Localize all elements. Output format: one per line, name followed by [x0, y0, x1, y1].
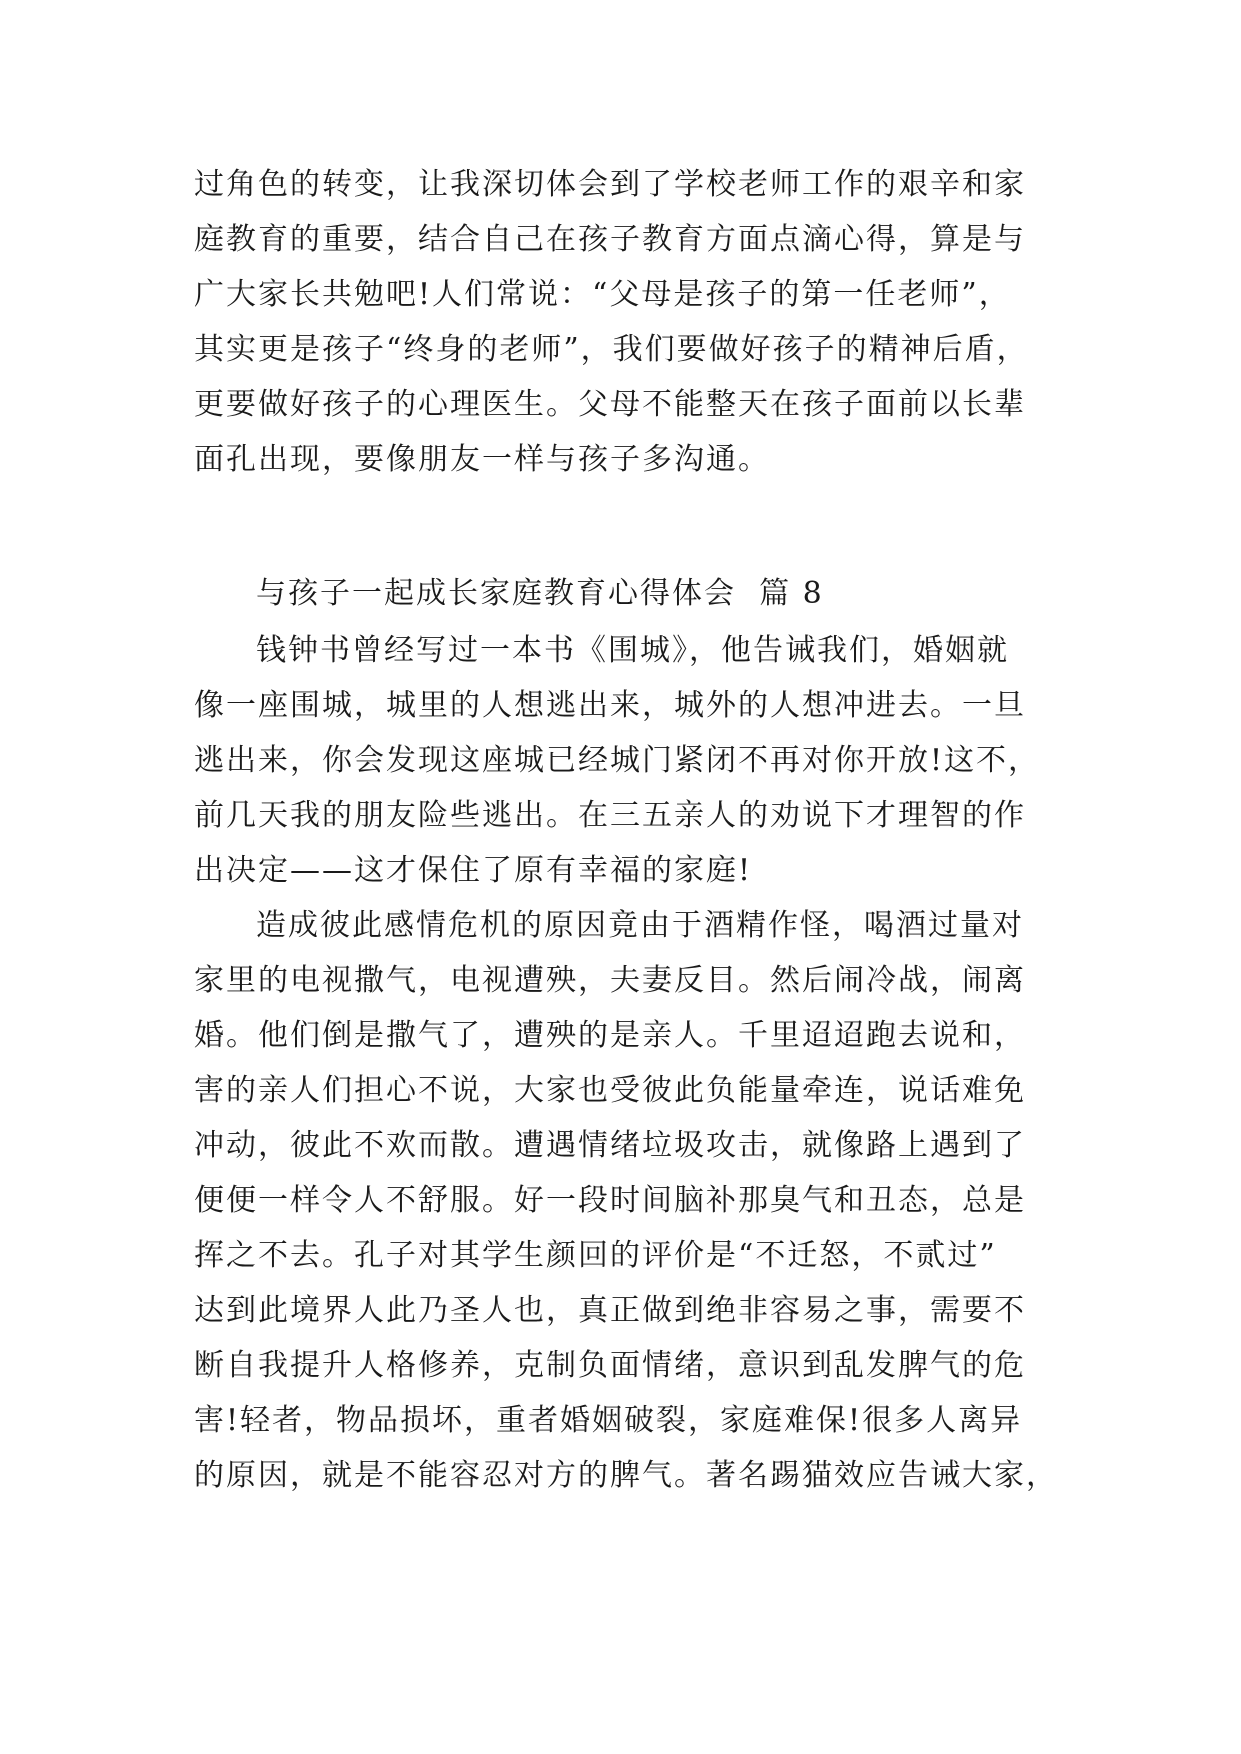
- text-line: 害的亲人们担心不说，大家也受彼此负能量牵连，说话难免: [194, 1073, 1026, 1108]
- text-line: 达到此境界人此乃圣人也，真正做到绝非容易之事，需要不: [194, 1293, 1026, 1328]
- intro-paragraph: [194, 157, 1054, 487]
- text-line: 婚。他们倒是撒气了，遭殃的是亲人。千里迢迢跑去说和，: [194, 1018, 1026, 1053]
- text-line: 逃出来，你会发现这座城已经城门紧闭不再对你开放!这不，: [194, 743, 1041, 778]
- section-heading-block: [194, 566, 1054, 621]
- section-heading: 与孩子一起成长家庭教育心得体会 篇 8: [256, 576, 824, 611]
- text-line: 庭教育的重要，结合自己在孩子教育方面点滴心得，算是与: [194, 222, 1026, 257]
- text-line: 害!轻者，物品损坏，重者婚姻破裂，家庭难保!很多人离异: [194, 1403, 1023, 1438]
- text-line: 面孔出现，要像朋友一样与孩子多沟通。: [194, 442, 770, 477]
- text-line: 出决定——这才保住了原有幸福的家庭!: [194, 853, 753, 888]
- text-line: 像一座围城，城里的人想逃出来，城外的人想冲进去。一旦: [194, 688, 1026, 723]
- text-line: 广大家长共勉吧!人们常说：“父母是孩子的第一任老师”，: [194, 277, 1011, 312]
- text-line: 钱钟书曾经写过一本书《围城》，他告诫我们，婚姻就: [256, 633, 1009, 668]
- text-line: 前几天我的朋友险些逃出。在三五亲人的劝说下才理智的作: [194, 798, 1026, 833]
- body-text: [194, 623, 1058, 1503]
- text-line: 其实更是孩子“终身的老师”，我们要做好孩子的精神后盾，: [194, 332, 1029, 367]
- text-line: 挥之不去。孔子对其学生颜回的评价是“不迁怒，不贰过”: [194, 1238, 997, 1273]
- text-line: 家里的电视撒气，电视遭殃，夫妻反目。然后闹冷战，闹离: [194, 963, 1026, 998]
- text-line: 造成彼此感情危机的原因竟由于酒精作怪，喝酒过量对: [256, 908, 1024, 943]
- text-line: 便便一样令人不舒服。好一段时间脑补那臭气和丑态，总是: [194, 1183, 1026, 1218]
- text-line: 过角色的转变，让我深切体会到了学校老师工作的艰辛和家: [194, 167, 1026, 202]
- text-line: 的原因，就是不能容忍对方的脾气。著名踢猫效应告诫大家，: [194, 1458, 1058, 1493]
- text-line: 更要做好孩子的心理医生。父母不能整天在孩子面前以长辈: [194, 387, 1026, 422]
- text-line: 断自我提升人格修养，克制负面情绪，意识到乱发脾气的危: [194, 1348, 1026, 1383]
- text-line: 冲动，彼此不欢而散。遭遇情绪垃圾攻击，就像路上遇到了: [194, 1128, 1026, 1163]
